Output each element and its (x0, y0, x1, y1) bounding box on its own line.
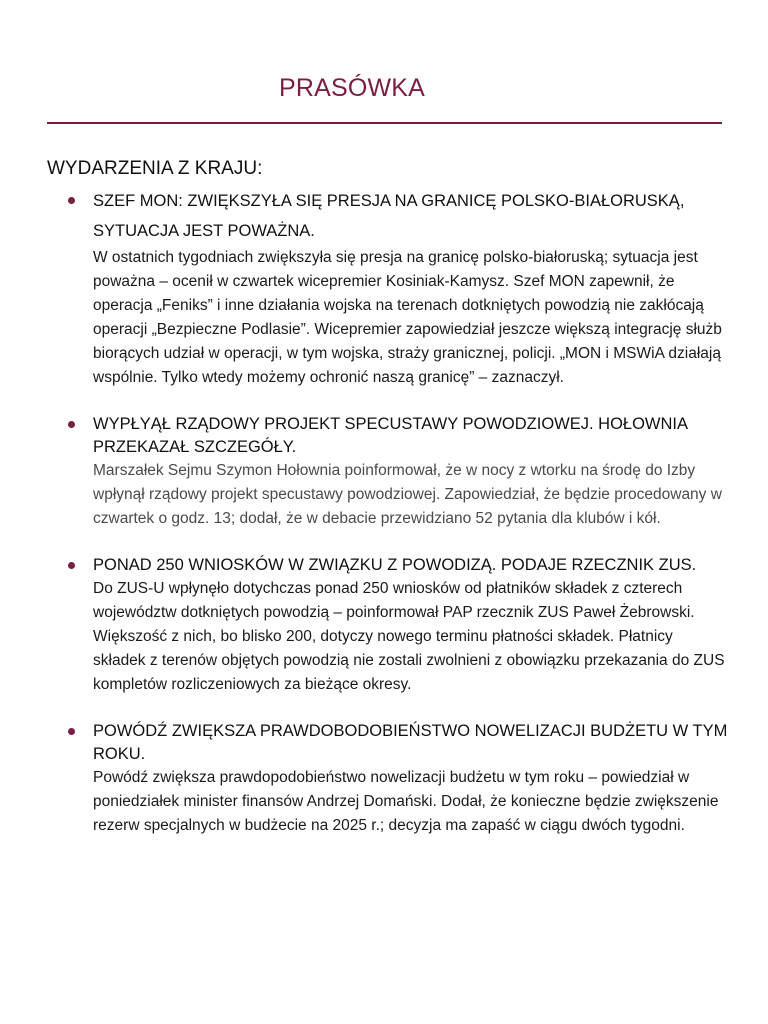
news-item-body: W ostatnich tygodniach zwiększyła się presja na granicę polsko-białoruską; sytuacja jest poważna – ocenił w czwartek wicepremier Kosiniak-Kamysz. Szef MON zapewnił, że operacja „Feniks” i inne działania wojska na terenach dotkniętych powodzią nie zakłócają operacji „Bezpieczne Podlasie”. Wicepremier zapowiedział jeszcze większą integrację służb biorących udział w operacji, w tym wojska, straży granicznej, policji. „MON i MSWiA działają wspólnie. Tylko wtedy możemy ochronić naszą granicę” – zaznaczył. (93, 249, 722, 386)
title-divider (47, 122, 722, 124)
news-item (0, 186, 768, 390)
news-item (0, 551, 768, 697)
news-item (0, 717, 768, 838)
news-item-body: Marszałek Sejmu Szymon Hołownia poinformował, że w nocy z wtorku na środę do Izby wpłynął rządowy projekt specustawy powodziowej. Zapowiedział, że będzie procedowany w czwartek o godz. 13; dodał, że w debacie przewidziano 52 pytania dla klubów i kół. (93, 462, 722, 527)
news-item (0, 410, 768, 531)
section-heading: WYDARZENIA Z KRAJU: (47, 158, 263, 179)
page-title: PRASÓWKA (278, 74, 426, 102)
news-item-title: WYPŁYĄŁ RZĄDOWY PROJEKT SPECUSTAWY POWODZIOWEJ. HOŁOWNIA PRZEKAZAŁ SZCZEGÓŁY. (93, 415, 688, 456)
news-item-title: SZEF MON: ZWIĘKSZYŁA SIĘ PRESJA NA GRANICĘ POLSKO-BIAŁORUSKĄ, SYTUACJA JEST POWAŻNA. (93, 192, 685, 240)
bullet-icon (68, 728, 75, 735)
bullet-icon (68, 197, 75, 204)
news-item-body: Powódź zwiększa prawdopodobieństwo nowelizacji budżetu w tym roku – powiedział w poniedziałek minister finansów Andrzej Domański. Dodał, że konieczne będzie zwiększenie rezerw specjalnych w budżecie na 2025 r.; decyzja ma zapaść w ciągu dwóch tygodni. (93, 769, 719, 834)
bullet-icon (68, 421, 75, 428)
news-list (0, 186, 768, 858)
news-item-body: Do ZUS-U wpłynęło dotychczas ponad 250 wniosków od płatników składek z czterech województw dotkniętych powodzią – poinformował PAP rzecznik ZUS Paweł Żebrowski. Większość z nich, bo blisko 200, dotyczy nowego terminu płatności składek. Płatnicy składek z terenów objętych powodzią nie zostali zwolnieni z obowiązku przekazania do ZUS kompletów rozliczeniowych za bieżące okresy. (93, 580, 725, 693)
news-item-title: POWÓDŹ ZWIĘKSZA PRAWDOBODOBIEŃSTWO NOWELIZACJI BUDŻETU W TYM ROKU. (93, 722, 728, 763)
bullet-icon (68, 562, 75, 569)
news-item-title: PONAD 250 WNIOSKÓW W ZWIĄZKU Z POWODIZĄ. PODAJE RZECZNIK ZUS. (93, 556, 697, 574)
